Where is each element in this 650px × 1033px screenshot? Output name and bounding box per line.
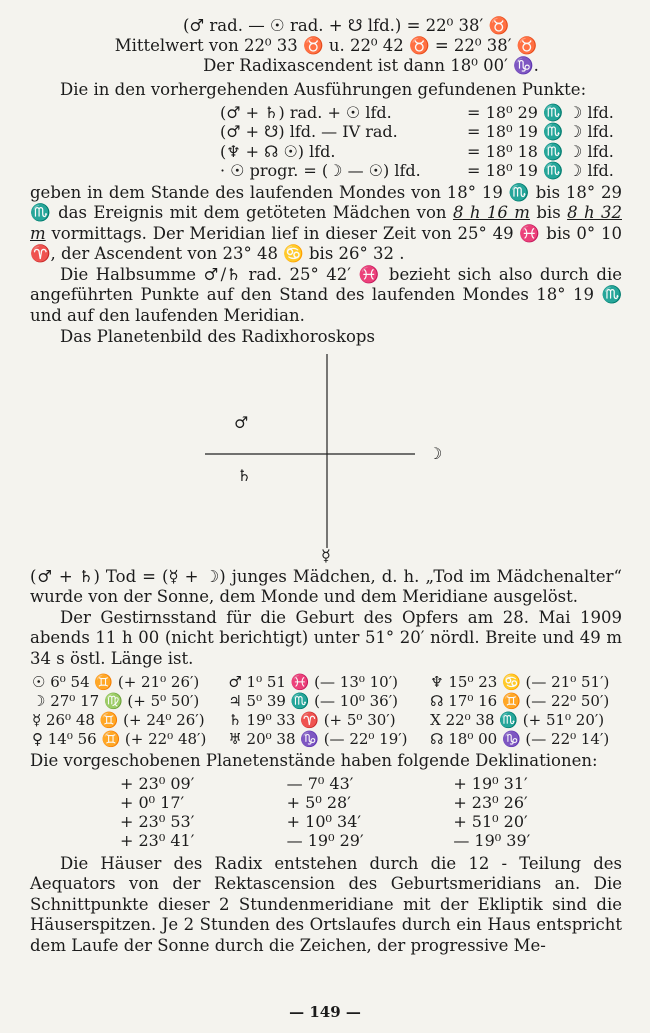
declination-row — [120, 812, 620, 831]
saturn-symbol: ♄ — [237, 465, 252, 485]
position-cell: ☊ 18⁰ 00 ♑ (— 22⁰ 14′) — [430, 730, 610, 748]
time-end: 8 h 32 m — [30, 203, 622, 243]
positions-row — [32, 730, 632, 749]
equation-line-1: (♂ rad. — ☉ rad. + ☋ lfd.) = 22⁰ 38′ ♉ — [182, 16, 510, 35]
position-cell: ♄ 19⁰ 33 ♈ (+ 5⁰ 30′) — [228, 711, 396, 729]
page-number: — 149 — — [289, 1003, 361, 1021]
point-equals: = — [467, 161, 481, 180]
declination-cell: — 7⁰ 43′ — [286, 773, 354, 793]
declinations-table — [120, 774, 620, 850]
paragraph-text: bis — [529, 203, 568, 222]
positions-row — [32, 711, 632, 730]
position-cell: ♅ 20⁰ 38 ♑ (— 22⁰ 19′) — [228, 730, 408, 748]
points-row — [220, 161, 640, 181]
mars-symbol: ♂ — [234, 412, 249, 432]
planet-positions-table — [32, 673, 632, 749]
position-cell: ☉ 6⁰ 54 ♊ (+ 21⁰ 26′) — [32, 673, 200, 691]
paragraph-birth-data: Der Gestirnsstand für die Geburt des Opfers am 28. Mai 1909 abends 11 h 00 (nicht berichtigt) unter 51° 20′ nördl. Breite und 49 m 34 s östl. Länge ist. — [30, 607, 622, 668]
declination-cell: + 19⁰ 31′ — [453, 773, 528, 793]
position-cell: ☿ 26⁰ 48 ♊ (+ 24⁰ 26′) — [32, 711, 205, 729]
paragraph-declinations-intro: Die vorgeschobenen Planetenstände haben folgende Deklinationen: — [30, 751, 598, 770]
paragraph-moon-range — [30, 183, 622, 265]
positions-row — [32, 692, 632, 711]
point-value: 18⁰ 18 ♏ ☽ lfd. — [485, 141, 614, 161]
point-value: 18⁰ 19 ♏ ☽ lfd. — [485, 161, 614, 180]
declination-cell: + 10⁰ 34′ — [286, 811, 361, 831]
points-row — [220, 142, 640, 162]
position-cell: X 22⁰ 38 ♏ (+ 51⁰ 20′) — [430, 711, 605, 729]
point-equals: = — [467, 102, 481, 122]
moon-symbol: ☽ — [428, 443, 443, 463]
planetary-picture-lines — [30, 350, 622, 565]
declination-cell: + 23⁰ 26′ — [453, 792, 528, 812]
paragraph-halfsum: Die Halbsumme ♂/♄ rad. 25° 42′ ♓ bezieht sich also durch die angeführten Punkte auf den Stand des laufenden Mondes 18° 19 ♏ und auf den laufenden Meridian. — [30, 264, 622, 325]
declination-cell: + 51⁰ 20′ — [453, 811, 528, 831]
declination-cell: + 0⁰ 17′ — [120, 792, 185, 812]
declination-cell: + 5⁰ 28′ — [286, 792, 351, 812]
point-expression: · ☉ progr. = (☽ — ☉) lfd. — [220, 161, 421, 180]
declination-cell: — 19⁰ 29′ — [286, 830, 364, 850]
figure-caption: Das Planetenbild des Radixhoroskops — [60, 327, 375, 346]
position-cell: ♆ 15⁰ 23 ♋ (— 21⁰ 51′) — [430, 673, 610, 691]
point-value: 18⁰ 29 ♏ ☽ lfd. — [485, 102, 614, 122]
point-value: 18⁰ 19 ♏ ☽ lfd. — [485, 122, 614, 141]
paragraph-houses: Die Häuser des Radix entstehen durch die 12 - Teilung des Aequators von der Rektascension des Geburtsmeridians an. Die Schnittpunkte dieser 2 Stundenmeridiane mit der Ekliptik sind die Häuserspitzen. Je 2 Stunden des Ortslaufes durch ein Haus entspricht dem Laufe der Sonne durch die Zeichen, der progressive Me- — [30, 853, 622, 955]
paragraph-text: vormittags. Der Meridian lief in dieser Zeit von 25° 49 ♓ bis 0° 10 ♈, der Ascendent von 23° 48 ♋ bis 26° 32 . — [30, 223, 622, 263]
point-expression: (♂ + ☋) lfd. — IV rad. — [220, 122, 398, 141]
declination-row — [120, 774, 620, 793]
position-cell: ♀ 14⁰ 56 ♊ (+ 22⁰ 48′) — [32, 730, 207, 748]
planetary-picture-diagram — [30, 350, 622, 565]
equation-line-3: Der Radixascendent ist dann 18⁰ 00′ ♑. — [203, 56, 539, 75]
declination-row — [120, 831, 620, 850]
position-cell: ♃ 5⁰ 39 ♏ (— 10⁰ 36′) — [228, 692, 398, 710]
points-row — [220, 103, 640, 123]
point-equals: = — [467, 141, 481, 161]
declination-cell: + 23⁰ 09′ — [120, 773, 195, 793]
points-table — [220, 103, 640, 181]
declination-cell: + 23⁰ 41′ — [120, 830, 195, 850]
position-cell: ☽ 27⁰ 17 ♍ (+ 5⁰ 50′) — [32, 692, 200, 710]
mercury-symbol: ☿ — [321, 545, 331, 565]
positions-row — [32, 673, 632, 692]
paragraph-death-picture: (♂ + ♄) Tod = (☿ + ☽) junges Mädchen, d. h. „Tod im Mädchenalter“ wurde von der Sonne, dem Monde und dem Meridiane ausgelöst. — [30, 566, 622, 606]
position-cell: ☊ 17⁰ 16 ♊ (— 22⁰ 50′) — [430, 692, 610, 710]
equation-line-2: Mittelwert von 22⁰ 33 ♉ u. 22⁰ 42 ♉ = 22⁰ 38′ ♉ — [114, 36, 538, 55]
point-expression: (♆ + ☊ ☉) lfd. — [220, 141, 336, 161]
declination-cell: — 19⁰ 39′ — [453, 830, 531, 850]
points-row — [220, 122, 640, 142]
points-intro: Die in den vorhergehenden Ausführungen gefundenen Punkte: — [60, 80, 587, 99]
time-start: 8 h 16 m — [452, 203, 530, 222]
paragraph-text: geben in dem Stande des laufenden Mondes von 18° 19 ♏ bis 18° 29 ♏ das Ereignis mit dem getöteten Mädchen von — [30, 182, 622, 222]
point-expression: (♂ + ♄) rad. + ☉ lfd. — [220, 102, 392, 122]
declination-row — [120, 793, 620, 812]
point-equals: = — [467, 122, 481, 141]
declination-cell: + 23⁰ 53′ — [120, 811, 195, 831]
position-cell: ♂ 1⁰ 51 ♓ (— 13⁰ 10′) — [228, 673, 398, 691]
